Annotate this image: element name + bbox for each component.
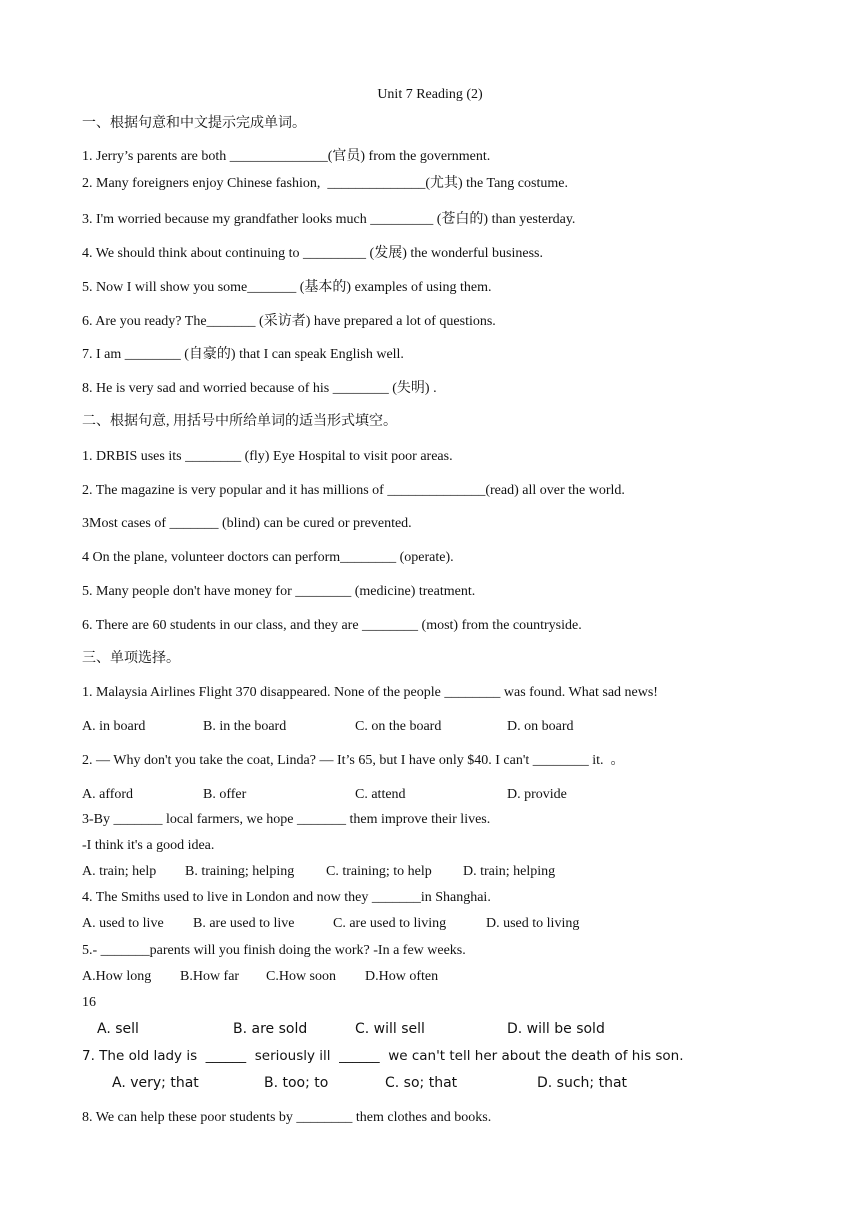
question-line: 5. Now I will show you some_______ (基本的) examples of using them.	[82, 280, 492, 295]
option-d: D. train; helping	[463, 864, 556, 879]
option-c: C. on the board	[355, 719, 442, 734]
question-line: 2. Many foreigners enjoy Chinese fashion, ______________(尤其) the Tang costume.	[82, 176, 568, 191]
question-line: 8. He is very sad and worried because of his ________ (失明) .	[82, 381, 437, 396]
page-title: Unit 7 Reading (2)	[377, 87, 483, 102]
option-c: C. will sell	[355, 1021, 425, 1037]
question-stem: 8. We can help these poor students by ________ them clothes and books.	[82, 1110, 492, 1125]
option-a: A. sell	[97, 1021, 139, 1037]
option-b: B. in the board	[203, 719, 287, 734]
option-a: A. afford	[82, 787, 134, 802]
question-line: 5. Many people don't have money for ________ (medicine) treatment.	[82, 584, 476, 599]
option-a: A.How long	[82, 969, 152, 984]
question-line: 4 On the plane, volunteer doctors can perform________ (operate).	[82, 550, 454, 565]
option-c: C. so; that	[385, 1075, 458, 1091]
option-a: A. in board	[82, 719, 146, 734]
option-a: A. train; help	[82, 864, 157, 879]
option-c: C. attend	[355, 787, 406, 802]
question-line: 4. We should think about continuing to _________ (发展) the wonderful business.	[82, 246, 543, 261]
question-line: 6. Are you ready? The_______ (采访者) have prepared a lot of questions.	[82, 314, 496, 329]
option-d: D. used to living	[486, 916, 580, 931]
option-d: D.How often	[365, 969, 439, 984]
question-stem: 7. The old lady is ______ seriously ill ______ we can't tell her about the death of his son.	[82, 1048, 684, 1064]
section3-heading: 三、单项选择。	[82, 651, 180, 666]
option-b: B. too; to	[264, 1075, 329, 1091]
option-b: B.How far	[180, 969, 240, 984]
question-stem: 5.- _______parents will you finish doing the work? -In a few weeks.	[82, 943, 466, 958]
question-line: 7. I am ________ (自豪的) that I can speak English well.	[82, 347, 404, 362]
option-c: C.How soon	[266, 969, 337, 984]
option-d: D. on board	[507, 719, 574, 734]
question-line: 1. DRBIS uses its ________ (fly) Eye Hospital to visit poor areas.	[82, 449, 453, 464]
option-c: C. training; to help	[326, 864, 432, 879]
question-line: 1. Jerry’s parents are both ______________(官员) from the government.	[82, 149, 491, 164]
option-c: C. are used to living	[333, 916, 447, 931]
question-stem: 3-By _______ local farmers, we hope _______ them improve their lives.	[82, 812, 491, 827]
option-b: B. training; helping	[185, 864, 295, 879]
option-a: A. very; that	[112, 1075, 199, 1091]
question-reply: -I think it's a good idea.	[82, 838, 215, 853]
option-d: D. will be sold	[507, 1021, 605, 1037]
option-a: A. used to live	[82, 916, 164, 931]
option-d: D. provide	[507, 787, 567, 802]
question-stem: 2. — Why don't you take the coat, Linda? — It’s 65, but I have only $40. I can't ________ it. 。	[82, 753, 625, 768]
option-b: B. are used to live	[193, 916, 295, 931]
option-d: D. such; that	[537, 1075, 628, 1091]
question-stem: 1. Malaysia Airlines Flight 370 disappeared. None of the people ________ was found. What sad news!	[82, 685, 658, 700]
question-line: 3. I'm worried because my grandfather looks much _________ (苍白的) than yesterday.	[82, 212, 576, 227]
question-line: 6. There are 60 students in our class, and they are ________ (most) from the countryside.	[82, 618, 582, 633]
question-line: 3Most cases of _______ (blind) can be cured or prevented.	[82, 516, 412, 531]
section1-heading: 一、根据句意和中文提示完成单词。	[82, 116, 306, 131]
question-number: 16	[82, 995, 96, 1010]
question-line: 2. The magazine is very popular and it has millions of ______________(read) all over the world.	[82, 483, 625, 498]
section2-heading: 二、根据句意, 用括号中所给单词的适当形式填空。	[82, 414, 397, 429]
question-stem: 4. The Smiths used to live in London and now they _______in Shanghai.	[82, 890, 491, 905]
option-b: B. offer	[203, 787, 247, 802]
option-b: B. are sold	[233, 1021, 308, 1037]
